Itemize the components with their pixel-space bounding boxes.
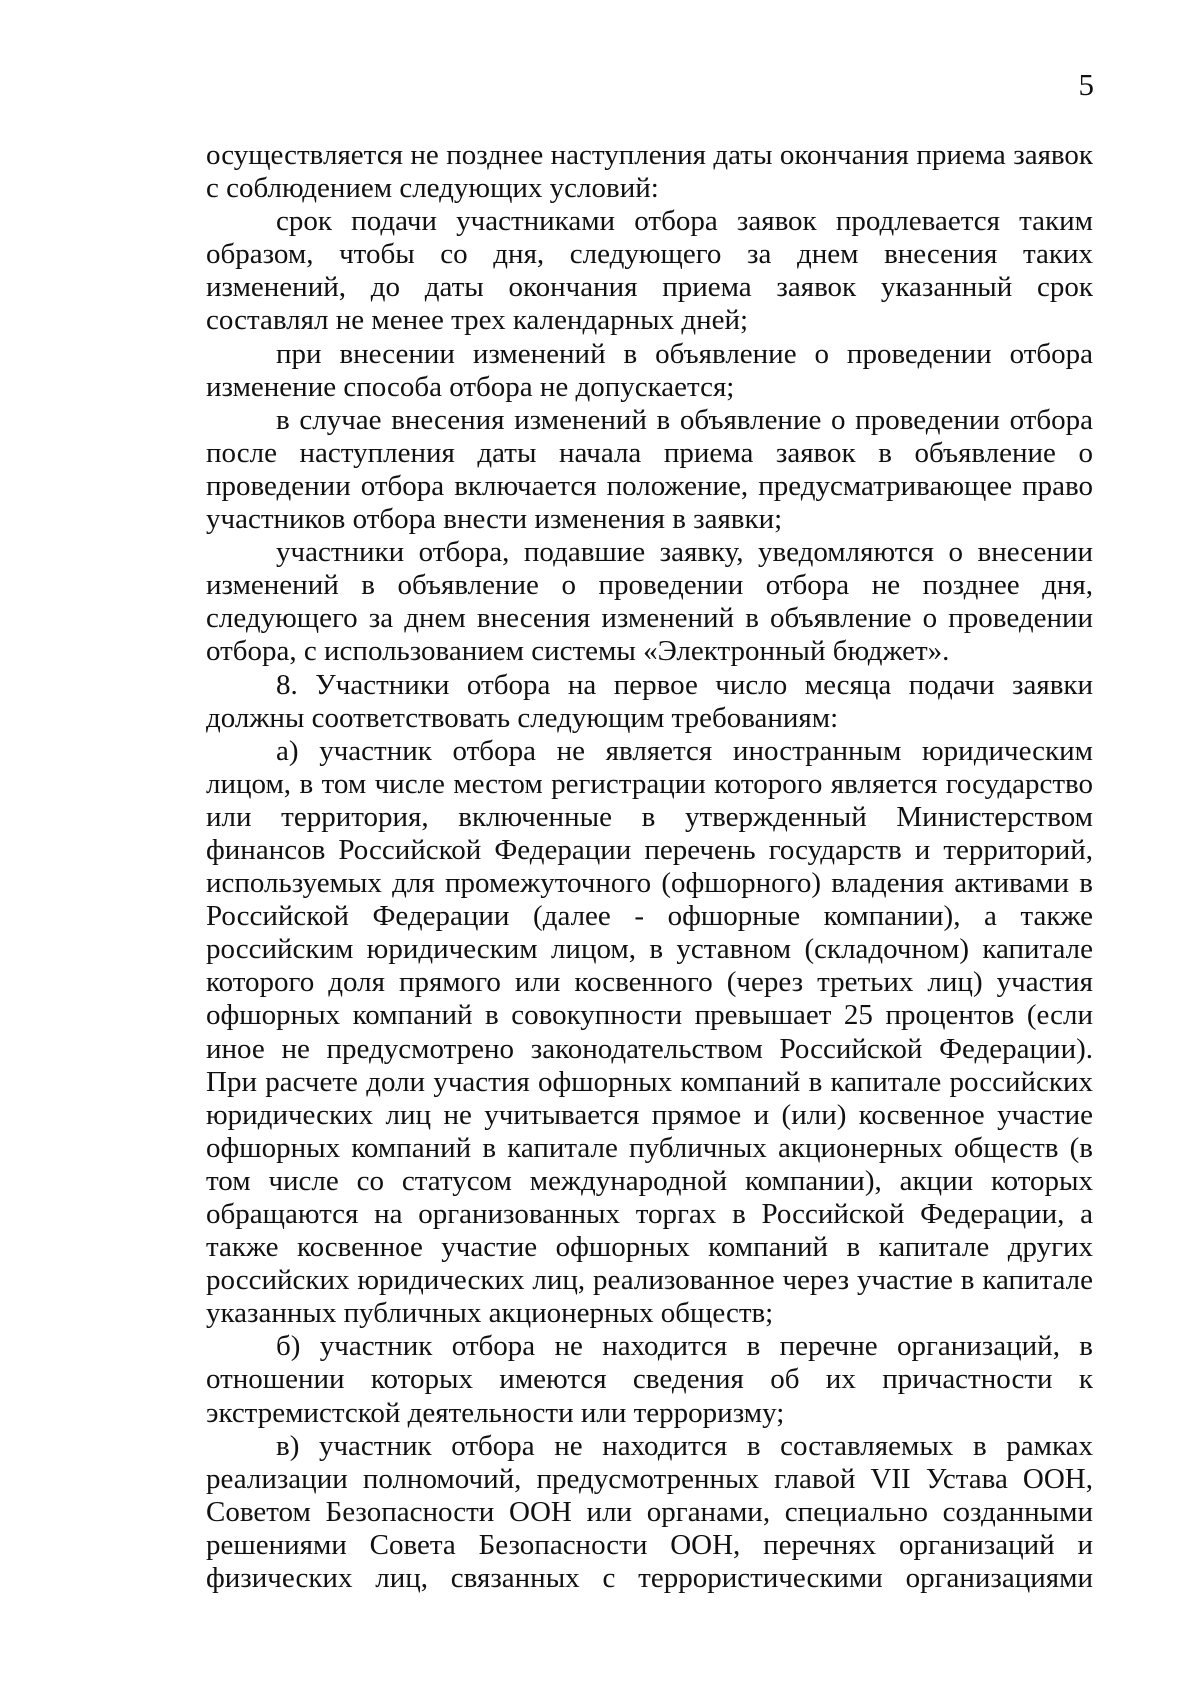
paragraph-item-8-requirements: 8. Участники отбора на первое число месяца подачи заявки должны соответствовать следующим требованиям: (206, 668, 1093, 734)
paragraph-item-b-extremism: б) участник отбора не находится в перечне организаций, в отношении которых имеются сведения об их причастности к экстремистской деятельности или терроризму; (206, 1330, 1093, 1429)
paragraph-participant-notification: участники отбора, подавшие заявку, уведомляются о внесении изменений в объявление о проведении отбора не позднее дня, следующего за днем внесения изменений в объявление о проведении отбора, с использованием системы «Электронный бюджет». (206, 536, 1093, 668)
paragraph-item-a-offshore: а) участник отбора не является иностранным юридическим лицом, в том числе местом регистрации которого является государство или территория, включенные в утвержденный Министерством финансов Российской Федерации перечень государств и территорий, используемых для промежуточного (офшорного) владения активами в Российской Федерации (далее - офшорные компании), а также российским юридическим лицом, в уставном (складочном) капитале которого доля прямого или косвенного (через третьих лиц) участия офшорных компаний в совокупности превышает 25 процентов (если иное не предусмотрено законодательством Российской Федерации). При расчете доли участия офшорных компаний в капитале российских юридических лиц не учитывается прямое и (или) косвенное участие офшорных компаний в капитале публичных акционерных обществ (в том числе со статусом международной компании), акции которых обращаются на организованных торгах в Российской Федерации, а также косвенное участие офшорных компаний в капитале других российских юридических лиц, реализованное через участие в капитале указанных публичных акционерных обществ; (206, 734, 1093, 1330)
paragraph-application-changes: в случае внесения изменений в объявление о проведении отбора после наступления даты начала приема заявок в объявление о проведении отбора включается положение, предусматривающее право участников отбора внести изменения в заявки; (206, 403, 1093, 536)
paragraph-deadline-extension: срок подачи участниками отбора заявок продлевается таким образом, чтобы со дня, следующего за днем внесения таких изменений, до даты окончания приема заявок указанный срок составлял не менее трех календарных дней; (206, 205, 1093, 337)
page-number: 5 (1078, 67, 1094, 102)
document-body (206, 139, 1093, 1595)
paragraph-selection-method: при внесении изменений в объявление о проведении отбора изменение способа отбора не допускается; (206, 337, 1093, 403)
paragraph-intro-continuation: осуществляется не позднее наступления даты окончания приема заявок с соблюдением следующих условий: (206, 139, 1093, 205)
paragraph-item-v-un-lists: в) участник отбора не находится в составляемых в рамках реализации полномочий, предусмотренных главой VII Устава ООН, Советом Безопасности ООН или органами, специально созданными решениями Совета Безопасности ООН, перечнях организаций и физических лиц, связанных с террористическими организациями (206, 1429, 1093, 1595)
